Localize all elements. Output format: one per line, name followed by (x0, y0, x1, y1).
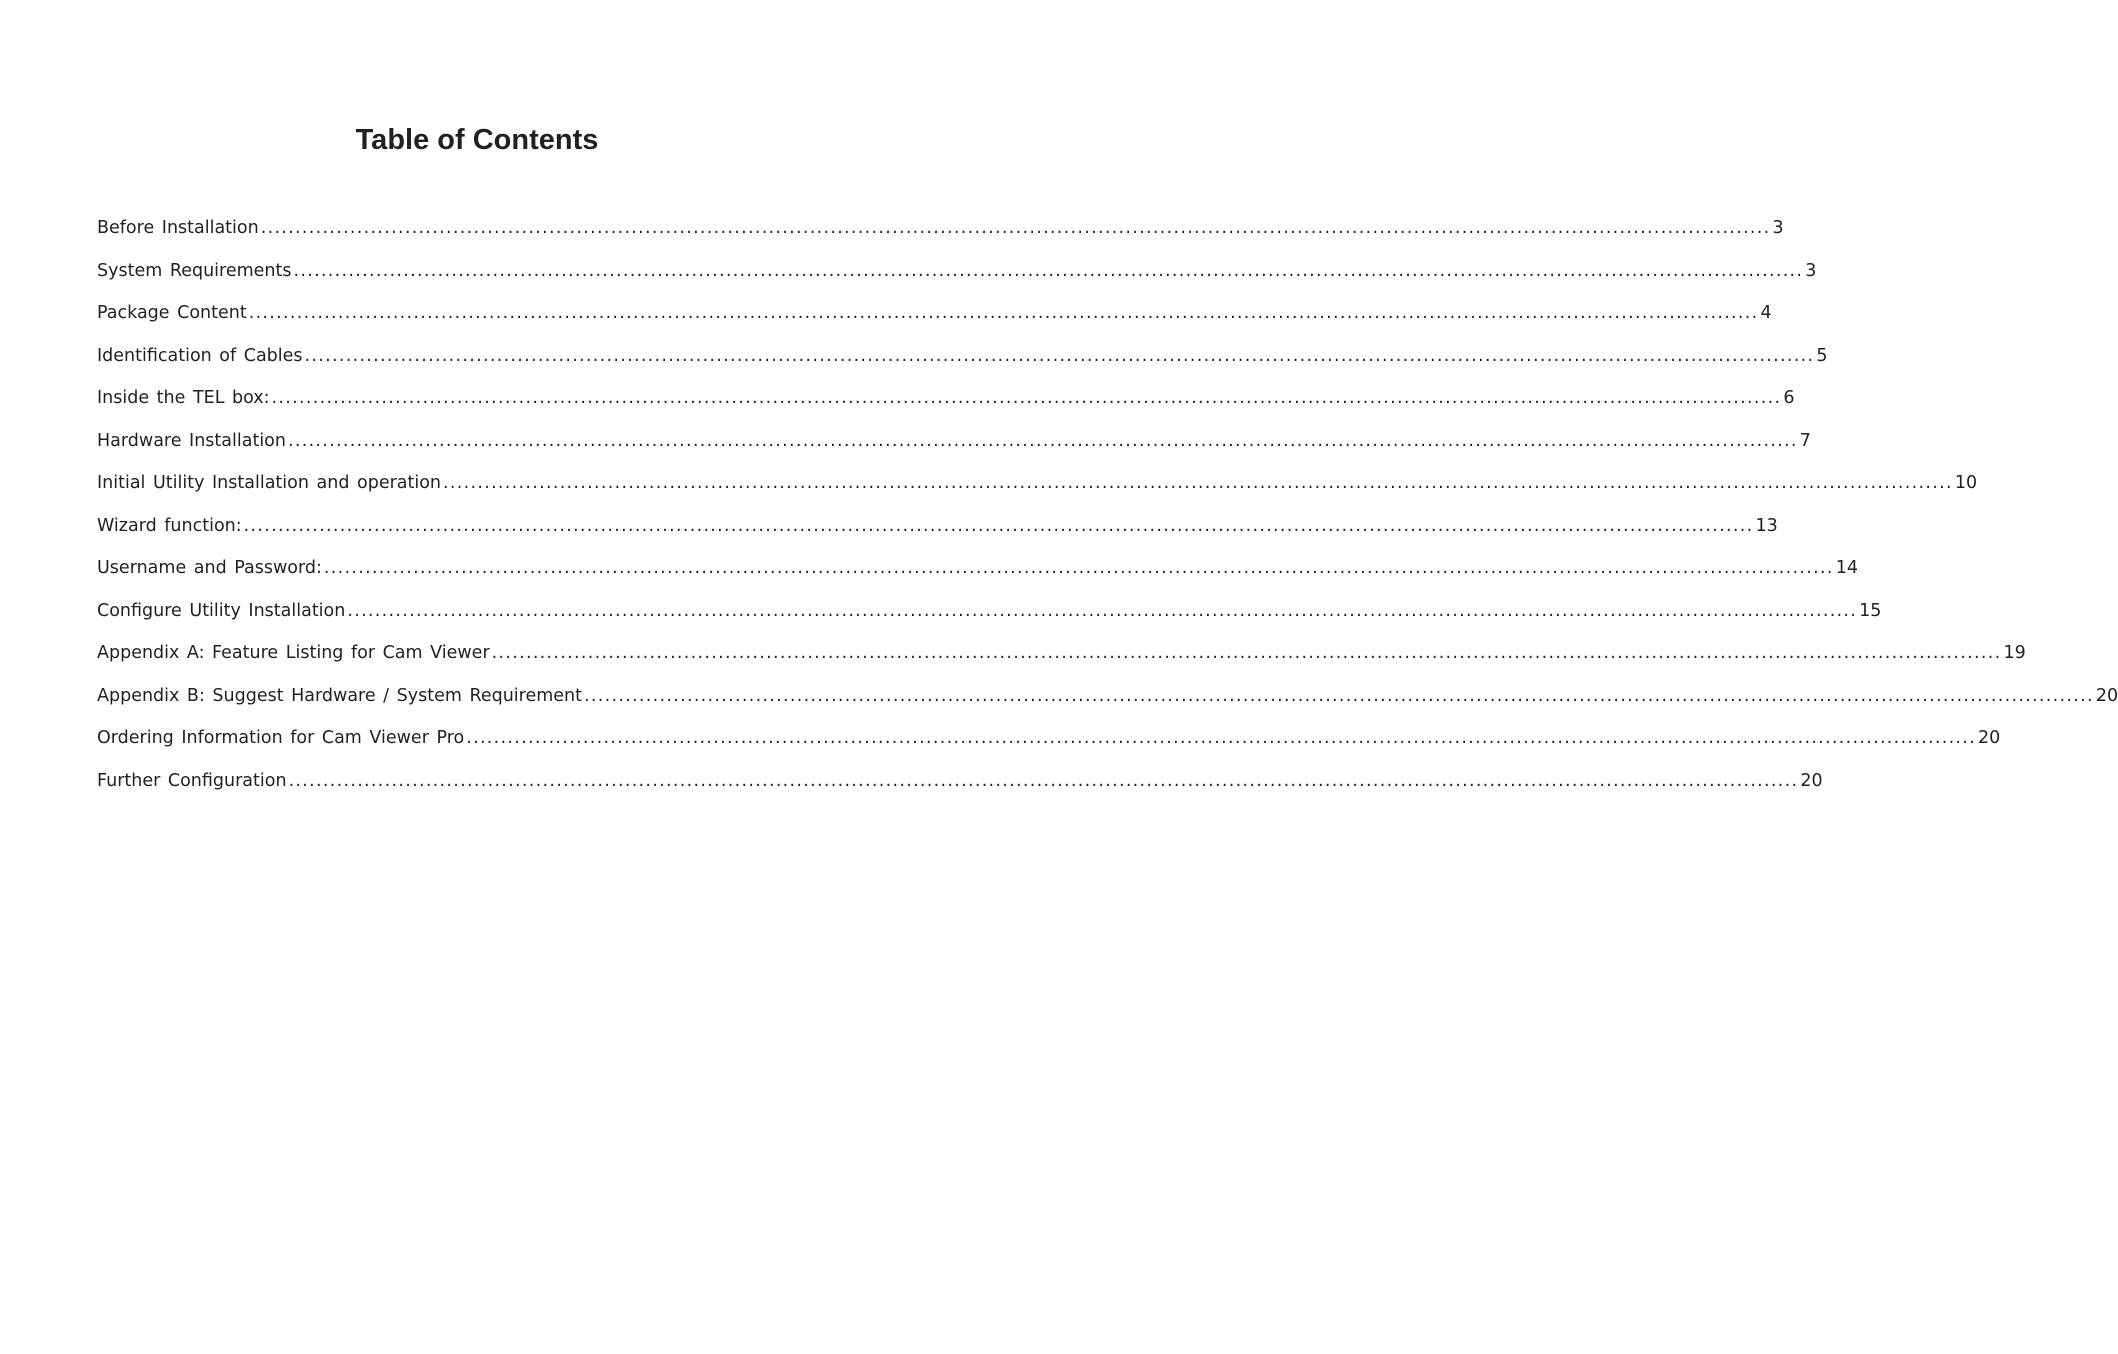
toc-entry-appendix-b[interactable] (97, 681, 2118, 724)
toc-page-number: 5 (1816, 345, 1828, 366)
toc-page-number: 3 (1772, 218, 1784, 238)
dot-leader: ............................................................................................................................................................................................................................ (323, 558, 1834, 578)
toc-entry-title: Username and Password: (97, 558, 322, 578)
toc-page-number: 15 (1859, 600, 1882, 621)
dot-leader: ............................................................................................................................................................................................................................ (248, 303, 1759, 323)
toc-entry-title: Before Installation (97, 218, 259, 238)
dot-leader: ............................................................................................................................................................................................................................ (443, 473, 1953, 493)
toc-entry-title: Initial Utility Installation and operation (97, 473, 442, 493)
dot-leader: ............................................................................................................................................................................................................................ (584, 685, 2094, 706)
toc-entry-title: Identification of Cables (97, 345, 303, 366)
toc-entry-wizard-function[interactable] (97, 511, 1778, 554)
toc-entry-configure-utility-installation[interactable] (97, 596, 1882, 639)
toc-list (97, 213, 2118, 808)
dot-leader: ............................................................................................................................................................................................................................ (260, 218, 1771, 238)
dot-leader: ............................................................................................................................................................................................................................ (466, 728, 1977, 748)
dot-leader: ............................................................................................................................................................................................................................ (243, 515, 1754, 536)
toc-entry-further-configuration[interactable] (97, 766, 1823, 809)
toc-entry-title: Wizard function: (97, 515, 242, 536)
toc-page-number: 14 (1835, 558, 1858, 578)
toc-page-number: 20 (2095, 685, 2118, 706)
page-title: Table of Contents (355, 124, 599, 156)
toc-entry-title: Further Configuration (97, 770, 287, 791)
toc-entry-appendix-a[interactable] (97, 638, 2026, 681)
toc-page-number: 20 (1800, 770, 1823, 791)
dot-leader: ............................................................................................................................................................................................................................ (271, 388, 1782, 408)
toc-entry-title: Configure Utility Installation (97, 600, 346, 621)
toc-entry-initial-utility-installation[interactable] (97, 468, 1978, 511)
dot-leader: ............................................................................................................................................................................................................................ (288, 770, 1799, 791)
toc-page-number: 4 (1760, 303, 1772, 323)
dot-leader: ............................................................................................................................................................................................................................ (491, 643, 2002, 663)
toc-page-number: 19 (2003, 643, 2026, 663)
dot-leader: ............................................................................................................................................................................................................................ (287, 430, 1798, 451)
toc-entry-inside-the-tel-box[interactable] (97, 383, 1795, 426)
toc-entry-title: Ordering Information for Cam Viewer Pro (97, 728, 465, 748)
toc-entry-ordering-information[interactable] (97, 723, 2001, 766)
dot-leader: ............................................................................................................................................................................................................................ (304, 345, 1815, 366)
toc-entry-identification-of-cables[interactable] (97, 341, 1828, 384)
toc-entry-title: Appendix A: Feature Listing for Cam Viewer (97, 643, 490, 663)
toc-entry-title: Appendix B: Suggest Hardware / System Requirement (97, 685, 583, 706)
toc-entry-title: Hardware Installation (97, 430, 286, 451)
dot-leader: ............................................................................................................................................................................................................................ (293, 260, 1804, 281)
toc-entry-title: Inside the TEL box: (97, 388, 270, 408)
toc-page-number: 3 (1805, 260, 1817, 281)
toc-entry-system-requirements[interactable] (97, 256, 1817, 299)
toc-entry-hardware-installation[interactable] (97, 426, 1811, 469)
toc-page-number: 10 (1954, 473, 1978, 493)
toc-entry-package-content[interactable] (97, 298, 1772, 341)
toc-entry-username-and-password[interactable] (97, 553, 1858, 596)
toc-entry-title: System Requirements (97, 260, 292, 281)
toc-page-number: 7 (1799, 430, 1811, 451)
toc-page-number: 20 (1978, 728, 2001, 748)
dot-leader: ............................................................................................................................................................................................................................ (347, 600, 1858, 621)
toc-page-number: 13 (1755, 515, 1778, 536)
toc-entry-before-installation[interactable] (97, 213, 1784, 256)
toc-page-number: 6 (1783, 388, 1795, 408)
toc-entry-title: Package Content (97, 303, 247, 323)
